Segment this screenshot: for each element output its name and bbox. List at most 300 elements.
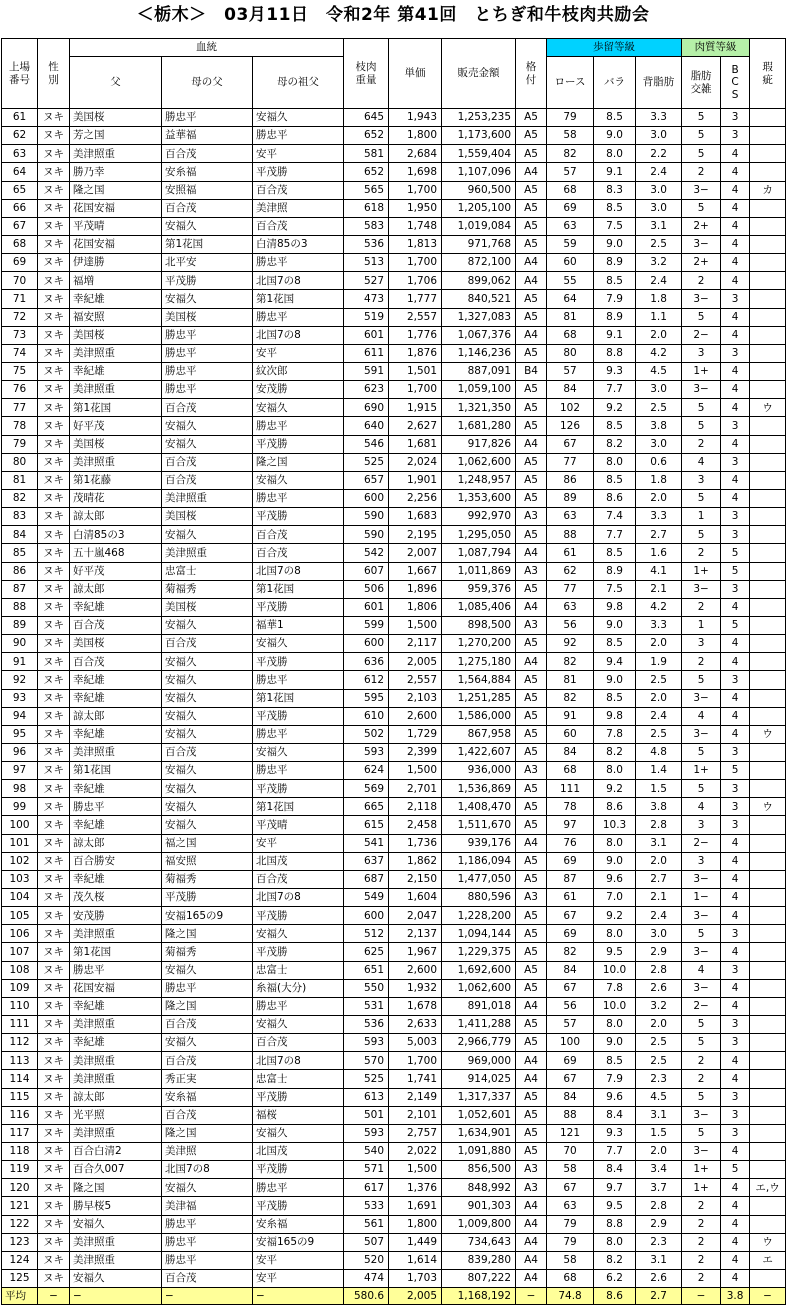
header-defect: 瑕 疵 <box>750 39 786 109</box>
cell-carcass-weight: 593 <box>344 1034 389 1052</box>
cell-ribeye: 79 <box>547 109 594 127</box>
table-row <box>2 508 786 526</box>
cell-dam-grandsire: 紋次郎 <box>253 362 344 380</box>
table-row <box>2 526 786 544</box>
cell-lot-number: 92 <box>2 671 38 689</box>
cell-sex: ヌキ <box>38 689 70 707</box>
cell-bms: 1+ <box>682 1161 721 1179</box>
cell-dam-grandsire: 勝忠平 <box>253 254 344 272</box>
cell-grade: B4 <box>516 362 547 380</box>
cell-bcs: 5 <box>721 562 750 580</box>
cell-bcs: 4 <box>721 489 750 507</box>
cell-sex: ヌキ <box>38 943 70 961</box>
cell-bcs: 5 <box>721 762 750 780</box>
cell-sire: 美津照重 <box>70 1233 162 1251</box>
cell-carcass-weight: 473 <box>344 290 389 308</box>
cell-dam-grandsire: 勝忠平 <box>253 417 344 435</box>
cell-sex: ヌキ <box>38 181 70 199</box>
cell-carcass-weight: 513 <box>344 254 389 272</box>
table-row <box>2 163 786 181</box>
cell-backfat: 2.5 <box>636 235 682 253</box>
cell-rib: 8.5 <box>594 199 636 217</box>
cell-sales-amount: 1,253,235 <box>442 109 516 127</box>
cell-unit-price: 2,005 <box>389 1288 442 1305</box>
cell-bcs: 3 <box>721 1016 750 1034</box>
cell-rib: 9.2 <box>594 399 636 417</box>
cell-sales-amount: 1,052,601 <box>442 1106 516 1124</box>
cell-dam-sire: 北国7の8 <box>162 1161 253 1179</box>
table-row <box>2 181 786 199</box>
cell-carcass-weight: 571 <box>344 1161 389 1179</box>
cell-bcs: 4 <box>721 399 750 417</box>
cell-backfat: 1.5 <box>636 1124 682 1142</box>
table-row <box>2 235 786 253</box>
cell-dam-sire: 安福久 <box>162 435 253 453</box>
cell-lot-number: 61 <box>2 109 38 127</box>
cell-carcass-weight: 474 <box>344 1270 389 1288</box>
cell-ribeye: 87 <box>547 870 594 888</box>
cell-lot-number: 102 <box>2 852 38 870</box>
cell-ribeye: 79 <box>547 1233 594 1251</box>
cell-bms: 2+ <box>682 217 721 235</box>
cell-carcass-weight: 600 <box>344 907 389 925</box>
cell-sex: ヌキ <box>38 163 70 181</box>
cell-dam-grandsire: 百合茂 <box>253 526 344 544</box>
cell-dam-grandsire: 安糸福 <box>253 1215 344 1233</box>
cell-defect <box>750 145 786 163</box>
table-row <box>2 344 786 362</box>
cell-unit-price: 2,458 <box>389 816 442 834</box>
cell-sales-amount: 1,168,192 <box>442 1288 516 1305</box>
cell-defect <box>750 544 786 562</box>
cell-ribeye: 67 <box>547 1179 594 1197</box>
cell-sales-amount: 1,681,280 <box>442 417 516 435</box>
cell-carcass-weight: 520 <box>344 1251 389 1269</box>
cell-grade: A5 <box>516 235 547 253</box>
cell-dam-grandsire: 平茂勝 <box>253 508 344 526</box>
cell-sales-amount: 1,422,607 <box>442 743 516 761</box>
cell-sex: ヌキ <box>38 707 70 725</box>
cell-sire: 平茂晴 <box>70 217 162 235</box>
cell-unit-price: 2,024 <box>389 453 442 471</box>
cell-dam-grandsire: 平茂勝 <box>253 707 344 725</box>
cell-unit-price: 2,007 <box>389 544 442 562</box>
cell-sales-amount: 880,596 <box>442 889 516 907</box>
cell-defect <box>750 163 786 181</box>
cell-sire: 福増 <box>70 272 162 290</box>
cell-rib: 9.0 <box>594 1034 636 1052</box>
cell-rib: 7.4 <box>594 508 636 526</box>
cell-sex: ヌキ <box>38 109 70 127</box>
cell-dam-sire: 百合茂 <box>162 471 253 489</box>
cell-defect <box>750 580 786 598</box>
cell-rib: 9.5 <box>594 943 636 961</box>
cell-defect <box>750 1106 786 1124</box>
cell-lot-number: 108 <box>2 961 38 979</box>
cell-dam-sire: 秀正実 <box>162 1070 253 1088</box>
cell-carcass-weight: 611 <box>344 344 389 362</box>
cell-sales-amount: 1,019,084 <box>442 217 516 235</box>
cell-dam-grandsire: 福桜 <box>253 1106 344 1124</box>
cell-bms: 2 <box>682 1197 721 1215</box>
cell-dam-sire: 菊福秀 <box>162 870 253 888</box>
cell-carcass-weight: 536 <box>344 235 389 253</box>
cell-sire: 安茂勝 <box>70 907 162 925</box>
cell-sire: 好平茂 <box>70 417 162 435</box>
table-row <box>2 562 786 580</box>
cell-rib: 7.7 <box>594 526 636 544</box>
cell-defect <box>750 109 786 127</box>
cell-unit-price: 2,256 <box>389 489 442 507</box>
cell-unit-price: 1,777 <box>389 290 442 308</box>
cell-ribeye: 63 <box>547 508 594 526</box>
cell-sales-amount: 1,411,288 <box>442 1016 516 1034</box>
cell-carcass-weight: 665 <box>344 798 389 816</box>
cell-defect <box>750 852 786 870</box>
cell-grade: A5 <box>516 199 547 217</box>
cell-unit-price: 1,703 <box>389 1270 442 1288</box>
cell-sales-amount: 807,222 <box>442 1270 516 1288</box>
cell-rib: 10.0 <box>594 961 636 979</box>
cell-defect <box>750 1034 786 1052</box>
cell-bms: 3− <box>682 725 721 743</box>
cell-lot-number: 70 <box>2 272 38 290</box>
cell-lot-number: 95 <box>2 725 38 743</box>
cell-ribeye: 69 <box>547 925 594 943</box>
cell-grade: A5 <box>516 1034 547 1052</box>
cell-defect <box>750 707 786 725</box>
cell-dam-sire: 美国桜 <box>162 308 253 326</box>
cell-backfat: 3.2 <box>636 997 682 1015</box>
cell-bcs: 4 <box>721 326 750 344</box>
cell-bcs: 3 <box>721 743 750 761</box>
cell-defect <box>750 1052 786 1070</box>
cell-carcass-weight: 645 <box>344 109 389 127</box>
cell-lot-number: 67 <box>2 217 38 235</box>
cell-bms: 5 <box>682 1124 721 1142</box>
cell-grade: A4 <box>516 1215 547 1233</box>
cell-grade: A4 <box>516 326 547 344</box>
cell-sales-amount: 971,768 <box>442 235 516 253</box>
cell-unit-price: 1,741 <box>389 1070 442 1088</box>
cell-unit-price: 2,118 <box>389 798 442 816</box>
cell-backfat: 2.0 <box>636 326 682 344</box>
cell-dam-grandsire: 忠富士 <box>253 961 344 979</box>
table-row <box>2 1106 786 1124</box>
cell-carcass-weight: 580.6 <box>344 1288 389 1305</box>
cell-defect <box>750 326 786 344</box>
cell-bms: 2 <box>682 272 721 290</box>
cell-lot-number: 105 <box>2 907 38 925</box>
table-row <box>2 580 786 598</box>
cell-lot-number: 107 <box>2 943 38 961</box>
table-row <box>2 217 786 235</box>
cell-ribeye: 80 <box>547 344 594 362</box>
cell-sex: ヌキ <box>38 798 70 816</box>
cell-ribeye: 100 <box>547 1034 594 1052</box>
cell-grade: A5 <box>516 671 547 689</box>
cell-bms: 3− <box>682 235 721 253</box>
cell-rib: 7.7 <box>594 381 636 399</box>
cell-sales-amount: 1,229,375 <box>442 943 516 961</box>
cell-defect <box>750 344 786 362</box>
cell-backfat: 2.7 <box>636 1288 682 1305</box>
cell-bms: 4 <box>682 798 721 816</box>
cell-dam-sire: 忠富士 <box>162 562 253 580</box>
cell-sex: ヌキ <box>38 598 70 616</box>
cell-dam-grandsire: − <box>253 1288 344 1305</box>
cell-sex: ヌキ <box>38 489 70 507</box>
cell-carcass-weight: 561 <box>344 1215 389 1233</box>
cell-defect <box>750 254 786 272</box>
cell-dam-sire: 平茂勝 <box>162 272 253 290</box>
cell-dam-sire: 百合茂 <box>162 635 253 653</box>
cell-sire: 第1花国 <box>70 943 162 961</box>
cell-defect <box>750 689 786 707</box>
table-row <box>2 326 786 344</box>
cell-backfat: 3.1 <box>636 1251 682 1269</box>
cell-ribeye: 74.8 <box>547 1288 594 1305</box>
cell-unit-price: 2,137 <box>389 925 442 943</box>
table-row <box>2 471 786 489</box>
cell-unit-price: 2,117 <box>389 635 442 653</box>
cell-rib: 7.8 <box>594 979 636 997</box>
cell-bcs: 4 <box>721 653 750 671</box>
cell-grade: A5 <box>516 870 547 888</box>
cell-carcass-weight: 570 <box>344 1052 389 1070</box>
cell-sex: ヌキ <box>38 217 70 235</box>
cell-defect <box>750 1270 786 1288</box>
cell-dam-sire: 安福久 <box>162 1034 253 1052</box>
cell-rib: 9.1 <box>594 163 636 181</box>
cell-bcs: 4 <box>721 707 750 725</box>
cell-backfat: 2.0 <box>636 852 682 870</box>
cell-rib: 10.3 <box>594 816 636 834</box>
cell-dam-sire: 勝忠平 <box>162 1251 253 1269</box>
table-row <box>2 308 786 326</box>
cell-grade: A5 <box>516 526 547 544</box>
cell-defect <box>750 598 786 616</box>
cell-rib: 9.8 <box>594 707 636 725</box>
cell-bms: 3 <box>682 635 721 653</box>
cell-grade: A5 <box>516 181 547 199</box>
cell-sales-amount: 917,826 <box>442 435 516 453</box>
table-row <box>2 1124 786 1142</box>
cell-backfat: 2.8 <box>636 816 682 834</box>
cell-bms: 5 <box>682 1088 721 1106</box>
cell-lot-number: 124 <box>2 1251 38 1269</box>
cell-ribeye: 82 <box>547 653 594 671</box>
cell-lot-number: 96 <box>2 743 38 761</box>
cell-sales-amount: 891,018 <box>442 997 516 1015</box>
cell-lot-number: 99 <box>2 798 38 816</box>
cell-sales-amount: 1,009,800 <box>442 1215 516 1233</box>
cell-sex: ヌキ <box>38 326 70 344</box>
cell-carcass-weight: 590 <box>344 526 389 544</box>
cell-backfat: 2.5 <box>636 1034 682 1052</box>
cell-unit-price: 2,195 <box>389 526 442 544</box>
cell-ribeye: 70 <box>547 1143 594 1161</box>
cell-grade: A4 <box>516 435 547 453</box>
cell-ribeye: 77 <box>547 453 594 471</box>
cell-dam-sire: 安福久 <box>162 707 253 725</box>
cell-sales-amount: 1,094,144 <box>442 925 516 943</box>
cell-sales-amount: 1,634,901 <box>442 1124 516 1142</box>
cell-backfat: 2.8 <box>636 1197 682 1215</box>
cell-backfat: 3.2 <box>636 254 682 272</box>
cell-ribeye: 58 <box>547 1161 594 1179</box>
cell-rib: 8.6 <box>594 798 636 816</box>
cell-rib: 8.0 <box>594 145 636 163</box>
cell-sales-amount: 1,564,884 <box>442 671 516 689</box>
header-sex: 性 別 <box>38 39 70 109</box>
cell-dam-sire: 美国桜 <box>162 598 253 616</box>
cell-dam-sire: 百合茂 <box>162 1270 253 1288</box>
cell-grade: A5 <box>516 217 547 235</box>
cell-sire: 幸紀雄 <box>70 870 162 888</box>
table-row <box>2 489 786 507</box>
cell-sire: 美国桜 <box>70 109 162 127</box>
cell-backfat: 3.1 <box>636 1106 682 1124</box>
cell-bms: 3− <box>682 870 721 888</box>
cell-unit-price: 1,700 <box>389 254 442 272</box>
cell-backfat: 3.8 <box>636 417 682 435</box>
cell-sales-amount: 2,966,779 <box>442 1034 516 1052</box>
cell-defect <box>750 925 786 943</box>
cell-grade: A5 <box>516 290 547 308</box>
cell-lot-number: 109 <box>2 979 38 997</box>
header-quality-grade: 肉質等級 <box>682 39 750 57</box>
cell-sire: 幸紀雄 <box>70 671 162 689</box>
cell-carcass-weight: 527 <box>344 272 389 290</box>
cell-sire: 茂久桜 <box>70 889 162 907</box>
cell-rib: 9.7 <box>594 1179 636 1197</box>
table-row <box>2 290 786 308</box>
cell-bcs: 3 <box>721 290 750 308</box>
cell-dam-sire: 安福久 <box>162 290 253 308</box>
cell-ribeye: 56 <box>547 616 594 634</box>
cell-backfat: 3.1 <box>636 217 682 235</box>
cell-rib: 6.2 <box>594 1270 636 1288</box>
cell-carcass-weight: 612 <box>344 671 389 689</box>
cell-dam-grandsire: 安福165の9 <box>253 1233 344 1251</box>
cell-ribeye: 121 <box>547 1124 594 1142</box>
cell-sex: ヌキ <box>38 780 70 798</box>
cell-carcass-weight: 546 <box>344 435 389 453</box>
cell-dam-sire: 安福久 <box>162 526 253 544</box>
cell-unit-price: 1,748 <box>389 217 442 235</box>
cell-grade: A5 <box>516 635 547 653</box>
cell-grade: A3 <box>516 762 547 780</box>
cell-unit-price: 1,700 <box>389 1052 442 1070</box>
cell-bcs: 4 <box>721 1251 750 1269</box>
cell-ribeye: 56 <box>547 997 594 1015</box>
cell-defect <box>750 834 786 852</box>
cell-bcs: 4 <box>721 635 750 653</box>
cell-rib: 8.0 <box>594 834 636 852</box>
header-ribeye: ロース <box>547 57 594 109</box>
table-row <box>2 1016 786 1034</box>
cell-rib: 8.5 <box>594 417 636 435</box>
cell-sire: 美津照重 <box>70 1016 162 1034</box>
cell-ribeye: 69 <box>547 1052 594 1070</box>
cell-carcass-weight: 593 <box>344 743 389 761</box>
cell-defect <box>750 1070 786 1088</box>
cell-sire: 花国安福 <box>70 235 162 253</box>
cell-sex: ヌキ <box>38 199 70 217</box>
table-row <box>2 1052 786 1070</box>
cell-backfat: 2.7 <box>636 526 682 544</box>
cell-sire: 百合茂 <box>70 616 162 634</box>
cell-rib: 9.0 <box>594 127 636 145</box>
cell-backfat: 2.3 <box>636 1070 682 1088</box>
cell-dam-sire: 安福久 <box>162 816 253 834</box>
cell-sales-amount: 734,643 <box>442 1233 516 1251</box>
cell-lot-number: 66 <box>2 199 38 217</box>
cell-unit-price: 1,876 <box>389 344 442 362</box>
cell-dam-grandsire: 平茂勝 <box>253 907 344 925</box>
table-row <box>2 399 786 417</box>
cell-backfat: 3.0 <box>636 381 682 399</box>
cell-bms: 1+ <box>682 762 721 780</box>
table-row <box>2 381 786 399</box>
cell-rib: 8.3 <box>594 181 636 199</box>
cell-sales-amount: 1,270,200 <box>442 635 516 653</box>
cell-defect <box>750 889 786 907</box>
cell-carcass-weight: 637 <box>344 852 389 870</box>
cell-bcs: 4 <box>721 235 750 253</box>
cell-ribeye: 68 <box>547 326 594 344</box>
cell-ribeye: 61 <box>547 544 594 562</box>
cell-bms: 2− <box>682 326 721 344</box>
cell-dam-sire: 福安照 <box>162 852 253 870</box>
table-row <box>2 997 786 1015</box>
cell-defect: ウ <box>750 399 786 417</box>
cell-grade: A5 <box>516 344 547 362</box>
cell-bms: 5 <box>682 780 721 798</box>
cell-rib: 8.6 <box>594 1288 636 1305</box>
table-row <box>2 689 786 707</box>
cell-rib: 8.2 <box>594 435 636 453</box>
cell-grade: A5 <box>516 145 547 163</box>
cell-dam-grandsire: 百合茂 <box>253 870 344 888</box>
cell-unit-price: 2,627 <box>389 417 442 435</box>
cell-backfat: 2.4 <box>636 707 682 725</box>
cell-lot-number: 83 <box>2 508 38 526</box>
header-sire: 父 <box>70 57 162 109</box>
cell-sales-amount: 1,011,869 <box>442 562 516 580</box>
cell-unit-price: 1,681 <box>389 435 442 453</box>
cell-lot-number: 78 <box>2 417 38 435</box>
cell-lot-number: 114 <box>2 1070 38 1088</box>
cell-carcass-weight: 531 <box>344 997 389 1015</box>
cell-grade: A4 <box>516 272 547 290</box>
cell-backfat: 3.0 <box>636 925 682 943</box>
cell-bms: 3 <box>682 471 721 489</box>
cell-ribeye: 76 <box>547 834 594 852</box>
cell-grade: A3 <box>516 1179 547 1197</box>
cell-ribeye: 67 <box>547 907 594 925</box>
cell-bcs: 4 <box>721 435 750 453</box>
cell-grade: A5 <box>516 417 547 435</box>
cell-bms: 3 <box>682 816 721 834</box>
cell-bcs: 3 <box>721 508 750 526</box>
cell-grade: A5 <box>516 852 547 870</box>
cell-rib: 8.5 <box>594 1052 636 1070</box>
page-title: ＜栃木＞ 03月11日 令和2年 第41回 とちぎ和牛枝肉共励会 <box>136 5 650 25</box>
cell-dam-grandsire: 百合茂 <box>253 181 344 199</box>
cell-sire: 諒太郎 <box>70 1088 162 1106</box>
